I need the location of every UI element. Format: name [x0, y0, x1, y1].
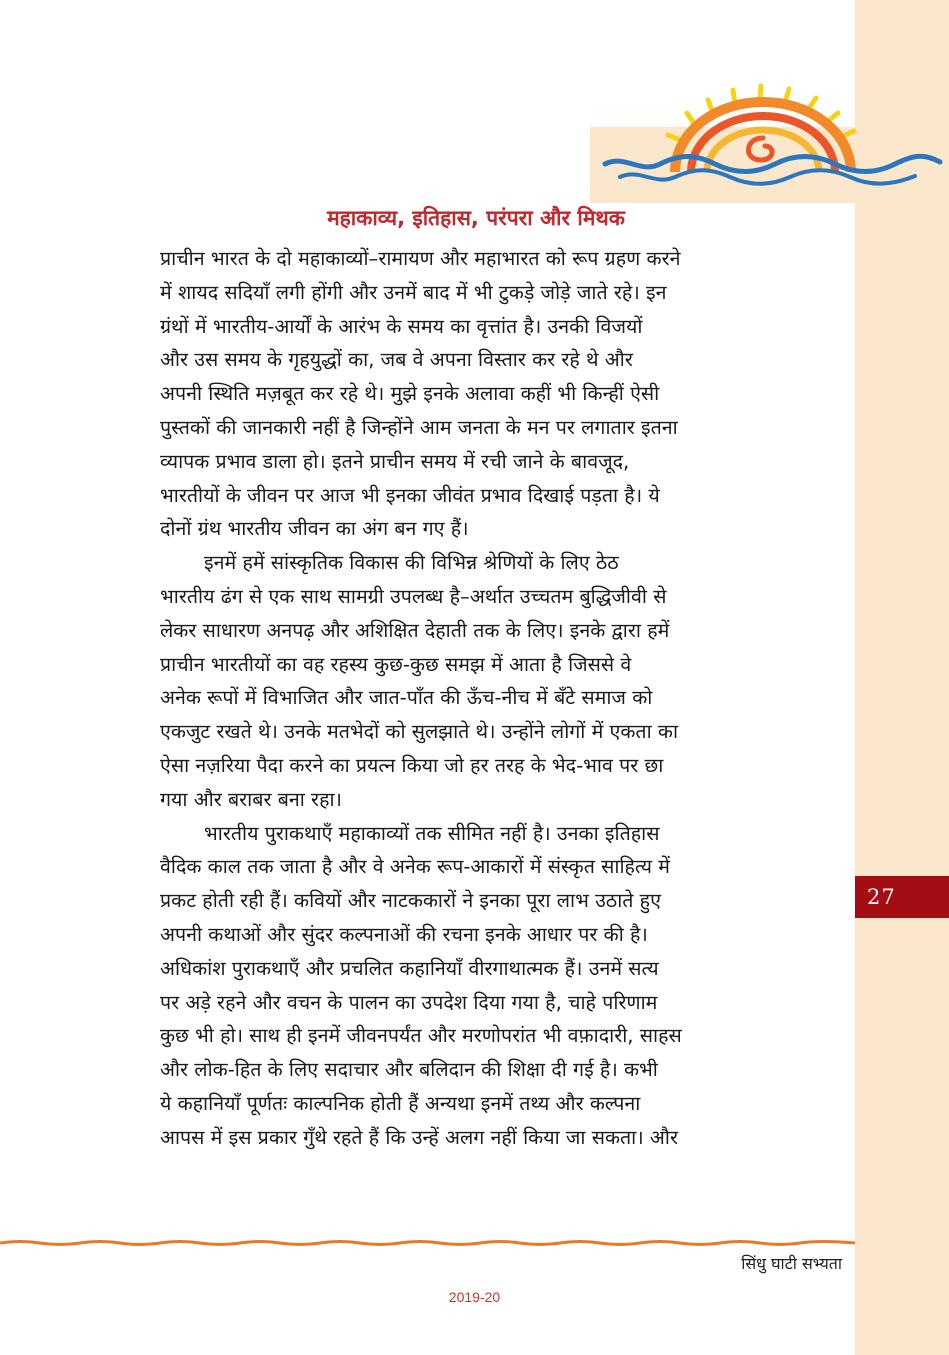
- text-line: वैदिक काल तक जाता है और वे अनेक रूप-आकारों में संस्कृत साहित्य में: [160, 855, 670, 879]
- text-line: प्रकट होती रही हैं। कवियों और नाटककारों ने इनका पूरा लाभ उठाते हुए: [160, 889, 661, 913]
- running-footer-title: सिंधु घाटी सभ्यता: [741, 1254, 842, 1273]
- side-margin-strip: [855, 0, 949, 1355]
- sun-over-waves-icon: [595, 80, 949, 200]
- text-line: प्राचीन भारतीयों का वह रहस्य कुछ-कुछ समझ में आता है जिससे वे: [160, 652, 632, 676]
- text-line: अपनी कथाओं और सुंदर कल्पनाओं की रचना इनके आधार पर की है।: [160, 922, 648, 946]
- body-text: [160, 242, 792, 1155]
- text-line: भारतीयों के जीवन पर आज भी इनका जीवंत प्रभाव दिखाई पड़ता है। ये: [160, 483, 660, 507]
- paragraph-3: [160, 817, 792, 1155]
- text-line: ऐसा नज़रिया पैदा करने का प्रयत्न किया जो हर तरह के भेद-भाव पर छा: [160, 753, 664, 777]
- text-line: ग्रंथों में भारतीय-आर्यों के आरंभ के समय का वृत्तांत है। उनकी विजयों: [160, 314, 643, 338]
- paragraph-1: [160, 242, 792, 546]
- text-line: भारतीय ढंग से एक साथ सामग्री उपलब्ध है–अर्थात उच्चतम बुद्धिजीवी से: [160, 584, 667, 608]
- text-line: कुछ भी हो। साथ ही इनमें जीवनपर्यंत और मरणोपरांत भी वफ़ादारी, साहस: [160, 1024, 682, 1048]
- text-line: प्राचीन भारत के दो महाकाव्यों–रामायण और महाभारत को रूप ग्रहण करने: [160, 247, 681, 270]
- text-line: अपनी स्थिति मज़बूत कर रहे थे। मुझे इनके अलावा कहीं भी किन्हीं ऐसी: [160, 382, 660, 406]
- page-number-badge: [855, 876, 949, 918]
- text-line: पुस्तकों की जानकारी नहीं है जिन्होंने आम जनता के मन पर लगातार इतना: [160, 415, 678, 439]
- text-line: भारतीय पुराकथाएँ महाकाव्यों तक सीमित नहीं है। उनका इतिहास: [204, 821, 660, 845]
- text-line: और उस समय के गृहयुद्धों का, जब वे अपना विस्तार कर रहे थे और: [160, 348, 633, 372]
- text-line: इनमें हमें सांस्कृतिक विकास की विभिन्न श्रेणियों के लिए ठेठ: [204, 551, 619, 575]
- text-line: और लोक-हित के लिए सदाचार और बलिदान की शिक्षा दी गई है। कभी: [160, 1058, 658, 1082]
- bottom-divider: [0, 1238, 855, 1248]
- text-line: लेकर साधारण अनपढ़ और अशिक्षित देहाती तक के लिए। इनके द्वारा हमें: [160, 618, 670, 642]
- text-line: अनेक रूपों में विभाजित और जात-पाँत की ऊँच-नीच में बँटे समाज को: [160, 686, 653, 710]
- text-line: दोनों ग्रंथ भारतीय जीवन का अंग बन गए हैं।: [160, 517, 469, 541]
- text-line: पर अड़े रहने और वचन के पालन का उपदेश दिया गया है, चाहे परिणाम: [160, 990, 658, 1014]
- section-heading: महाकाव्य, इतिहास, परंपरा और मिथक: [327, 206, 625, 230]
- page-number: 27: [867, 885, 896, 909]
- text-line: व्यापक प्रभाव डाला हो। इतने प्राचीन समय में रची जाने के बावजूद,: [160, 449, 630, 473]
- text-line: में शायद सदियाँ लगी होंगी और उनमें बाद में भी टुकड़े जोड़े जाते रहे। इन: [160, 280, 667, 304]
- text-line: अधिकांश पुराकथाएँ और प्रचलित कहानियाँ वीरगाथात्मक हैं। उनमें सत्य: [160, 956, 659, 980]
- text-line: एकजुट रखते थे। उनके मतभेदों को सुलझाते थे। उन्होंने लोगों में एकता का: [160, 720, 679, 744]
- paragraph-2: [160, 546, 792, 816]
- text-line: गया और बराबर बना रहा।: [160, 787, 342, 811]
- text-line: ये कहानियाँ पूर्णतः काल्पनिक होती हैं अन्यथा इनमें तथ्य और कल्पना: [160, 1091, 641, 1115]
- edition-year: 2019-20: [448, 1289, 501, 1305]
- text-line: आपस में इस प्रकार गुँथे रहते हैं कि उन्हें अलग नहीं किया जा सकता। और: [160, 1125, 678, 1149]
